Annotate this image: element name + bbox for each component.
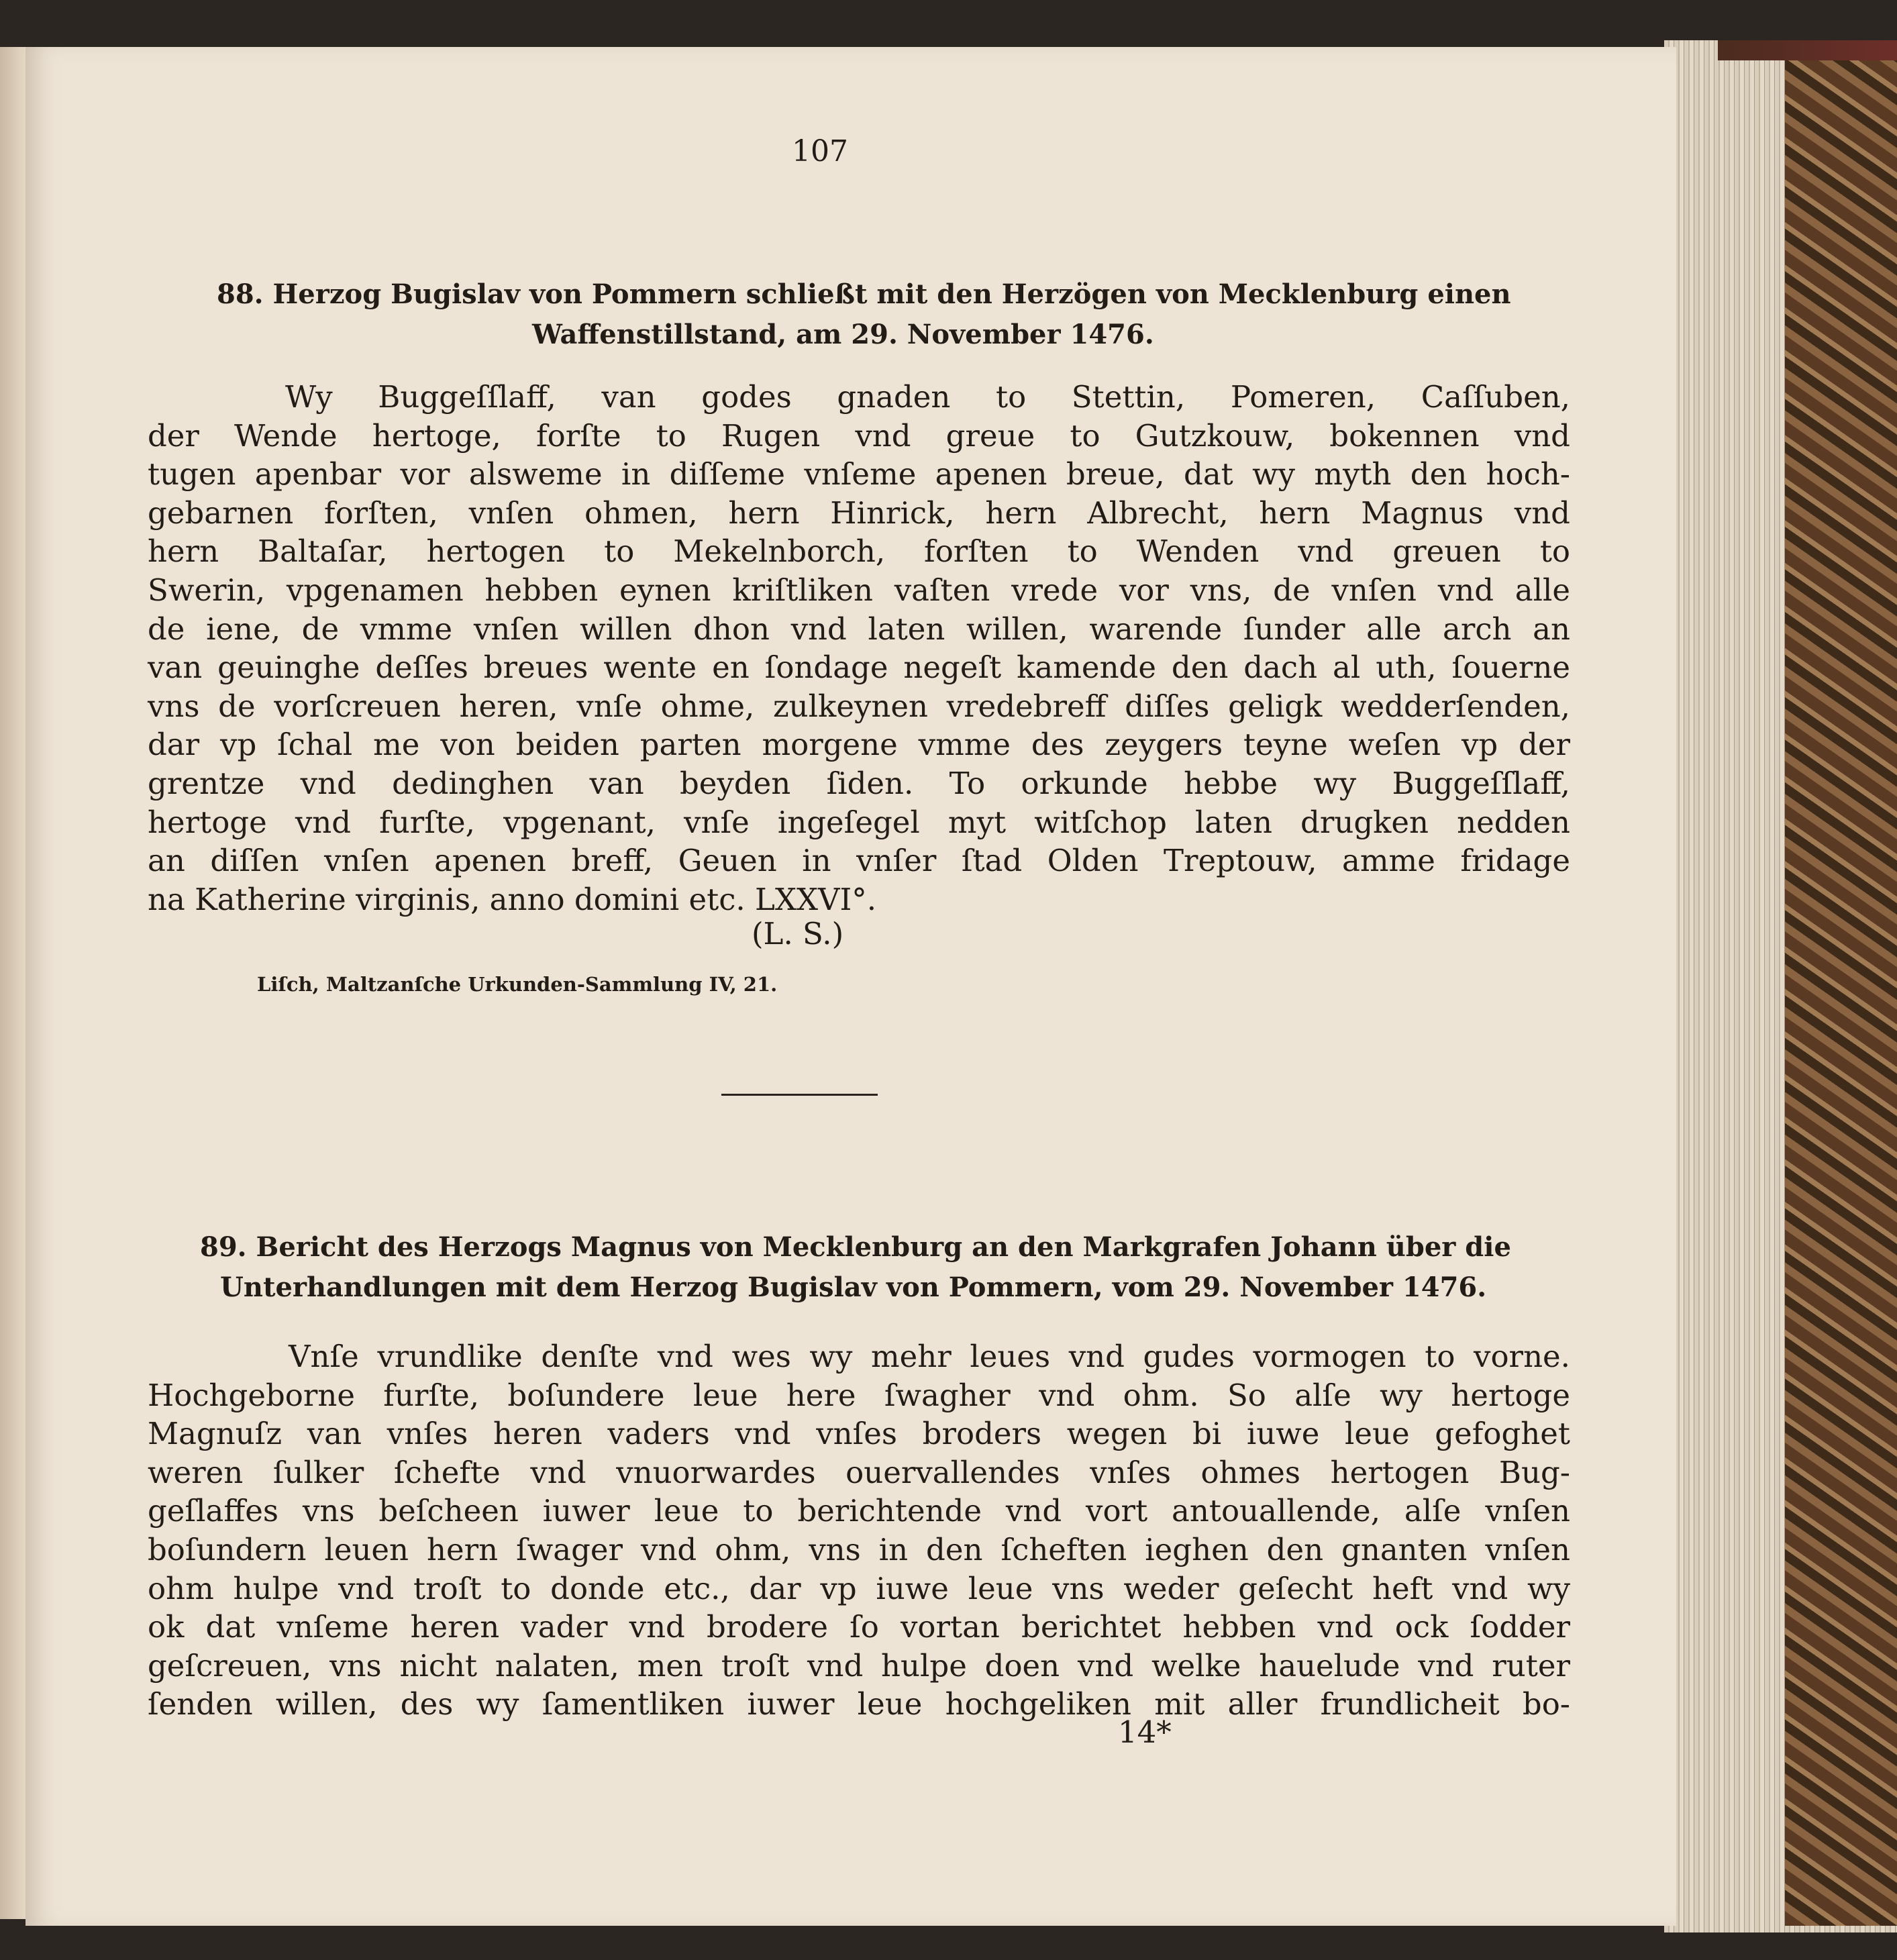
marbled-cover	[1785, 54, 1897, 1926]
body88-line: van geuinghe deſſes breues wente en ſondage negeſt kamende den dach al uth, ſouerne	[148, 650, 1570, 686]
body88-line: vns de vorſcreuen heren, vnſe ohme, zulkeynen vredebreff diſſes geligk wedderſenden,	[148, 688, 1570, 724]
body88-line: dar vp ſchal me von beiden parten morgene vmme des zeygers teyne weſen vp der	[148, 727, 1570, 763]
body89-line: Vnſe vrundlike denſte vnd wes wy mehr leues vnd gudes vormogen to vorne.	[289, 1339, 1570, 1374]
heading-89-line-2: Unterhandlungen mit dem Herzog Bugislav von Pommern, vom 29. November 1476.	[220, 1272, 1487, 1303]
heading-88-line-1: 88. Herzog Bugislav von Pommern schließt mit den Herzögen von Mecklenburg einen	[217, 278, 1511, 310]
signature-mark: 14*	[1118, 1714, 1172, 1750]
body89-line: Hochgeborne furſte, boſundere leue here ſwagher vnd ohm. So alſe wy hertoge	[148, 1377, 1570, 1413]
page-number: 107	[792, 134, 848, 168]
cover-spine	[1718, 40, 1897, 60]
left-page-edge	[0, 47, 27, 1919]
body89-line: geſlaffes vns beſcheen iuwer leue to berichtende vnd vort antouallende, alſe vnſen	[148, 1493, 1570, 1529]
body89-line: ohm hulpe vnd troſt to donde etc., dar vp iuwe leue vns weder geſecht heft vnd wy	[148, 1570, 1570, 1606]
body88-line: hern Baltaſar, hertogen to Mekelnborch, forſten to Wenden vnd greuen to	[148, 533, 1570, 570]
body89-line: ok dat vnſeme heren vader vnd brodere ſo vortan berichtet hebben vnd ock ſodder	[148, 1609, 1570, 1645]
body88-line: Wy Buggeſſlaff, van godes gnaden to Stettin, Pomeren, Caſſuben,	[285, 379, 1570, 415]
body88-line: na Katherine virginis, anno domini etc. LXXVI°.	[148, 881, 877, 917]
body89-line: Magnuſz van vnſes heren vaders vnd vnſes broders wegen bi iuwe leue gefoghet	[148, 1416, 1570, 1452]
body88-line: gebarnen forſten, vnſen ohmen, hern Hinrick, hern Albrecht, hern Magnus vnd	[148, 495, 1570, 531]
body88-line: tugen apenbar vor alsweme in diſſeme vnſeme apenen breue, dat wy myth den hoch-	[148, 456, 1570, 493]
body89-line: boſundern leuen hern ſwager vnd ohm, vns in den ſcheften ieghen den gnanten vnſen	[148, 1532, 1570, 1567]
body88-line: hertoge vnd furſte, vpgenant, vnſe ingeſegel myt witſchop laten drugken nedden	[148, 804, 1570, 840]
page	[25, 47, 1676, 1926]
body89-line: ſenden willen, des wy ſamentliken iuwer leue hochgeliken mit aller frundlicheit bo-	[148, 1686, 1570, 1722]
source-citation: Liſch, Maltzanſche Urkunden-Sammlung IV, 21.	[257, 973, 778, 996]
body89-line: weren ſulker ſchefte vnd vnuorwardes ouervallendes vnſes ohmes hertogen Bug-	[148, 1454, 1570, 1490]
seal-note: (L. S.)	[752, 916, 844, 951]
body88-line: an diſſen vnſen apenen breff, Geuen in vnſer ſtad Olden Treptouw, amme fridage	[148, 843, 1570, 879]
body88-line: de iene, de vmme vnſen willen dhon vnd laten willen, warende ſunder alle arch an	[148, 611, 1570, 647]
heading-88-line-2: Waffenstillstand, am 29. November 1476.	[532, 319, 1154, 350]
section-divider	[721, 1094, 878, 1096]
body89-line: geſcreuen, vns nicht nalaten, men troſt vnd hulpe doen vnd welke hauelude vnd ruter	[148, 1647, 1570, 1684]
body88-line: Swerin, vpgenamen hebben eynen kriſtliken vaſten vrede vor vns, de vnſen vnd alle	[148, 572, 1570, 608]
body88-line: grentze vnd dedinghen van beyden ſiden. To orkunde hebbe wy Buggeſſlaff,	[148, 766, 1570, 801]
body88-line: der Wende hertoge, forſte to Rugen vnd greue to Gutzkouw, bokennen vnd	[148, 417, 1570, 454]
heading-89-line-1: 89. Bericht des Herzogs Magnus von Mecklenburg an den Markgrafen Johann über die	[200, 1231, 1511, 1263]
